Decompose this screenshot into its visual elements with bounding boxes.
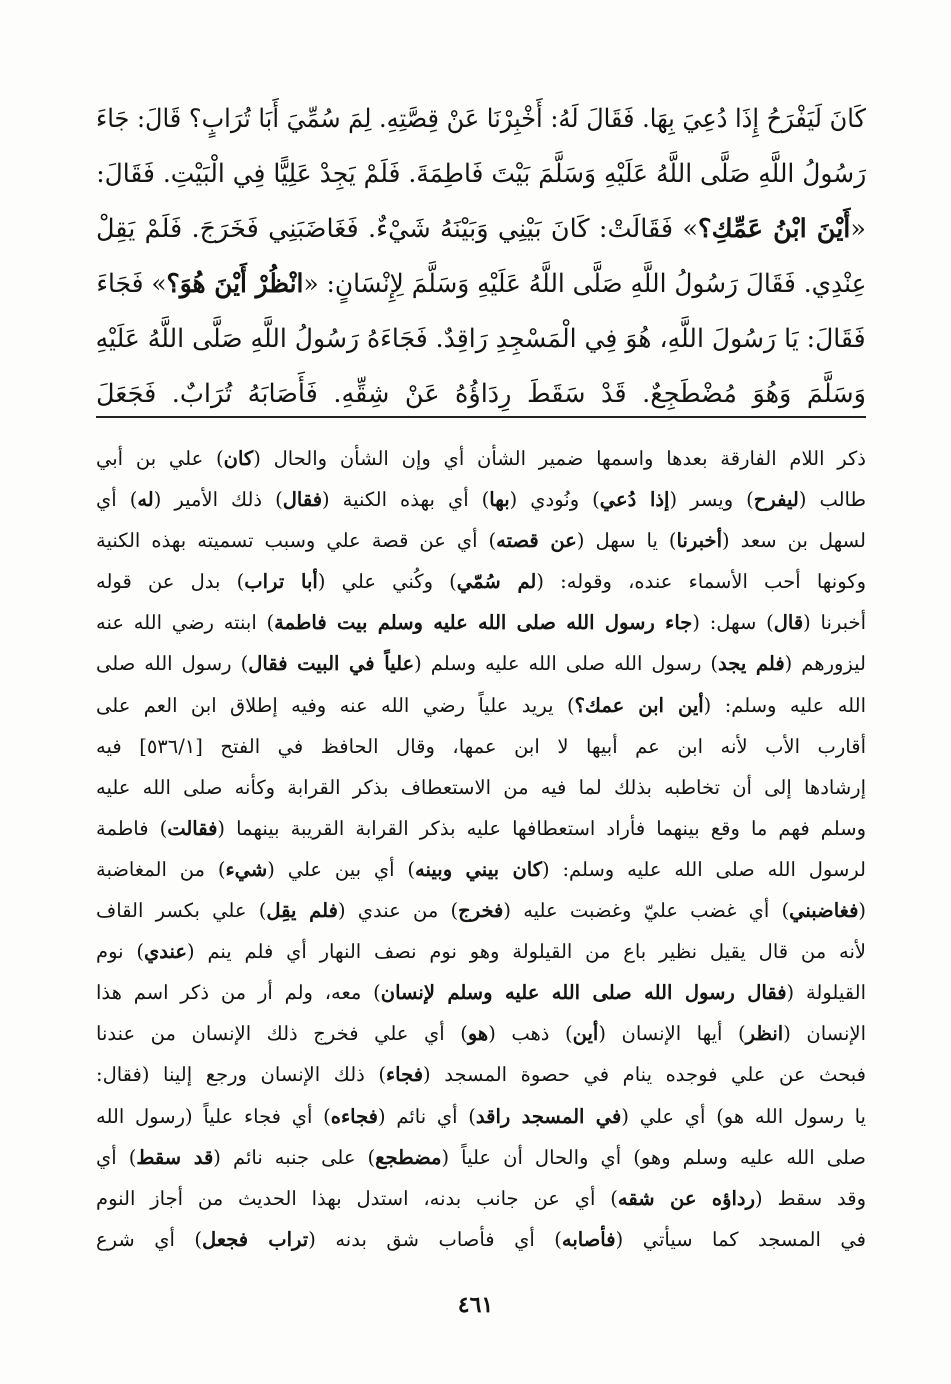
commentary-line: في المسجد كما سيأتي (فأصابه) أي فأصاب شق بدنه (تراب فجعل) أي شرع [96,1227,866,1251]
commentary-line: يا رسول الله هو) أي علي (في المسجد راقد) أي نائم (فجاءه) أي فجاء علياً (رسول الله [96,1104,866,1128]
commentary-line: لسهل بن سعد (أخبرنا) يا سهل (عن قصته) أي عن قصة علي وسبب تسميته بهذه الكنية [96,529,866,553]
commentary-text [96,438,866,1260]
commentary-line: إرشادها إلى أن تخاطبه بذلك لما فيه من الاستعطاف بذكر القرابة وكأنه صلى الله عليه [96,775,866,799]
hadith-line: وَسَلَّمَ وَهُوَ مُضْطَجِعٌ. قَدْ سَقَطَ رِدَاؤُهُ عَنْ شِقِّهِ. فَأَصَابَهُ تُرَابٌ. فَجَعَلَ [96,379,866,409]
hadith-line: رَسُولُ اللَّهِ صَلَّى اللَّهُ عَلَيْهِ وَسَلَّمَ بَيْتَ فَاطِمَةَ. فَلَمْ يَجِدْ عَلِيًّا فِي الْبَيْتِ. فَقَالَ: [96,159,866,189]
commentary-line: الإنسان (انظر) أيها الإنسان (أين) ذهب (هو) أي علي فخرج ذلك الإنسان من عندنا [96,1022,866,1046]
hadith-text [96,92,866,422]
hadith-line: عِنْدِي. فَقَالَ رَسُولُ اللَّهِ صَلَّى اللَّهُ عَلَيْهِ وَسَلَّمَ لِإِنْسَانٍ: «انْظُرْ أَيْنَ هُوَ؟» فَجَاءَ [96,269,866,299]
footnote-divider [96,416,866,418]
commentary-line: (فغاضبني) أي غضب عليّ وغضبت عليه (فخرج) من عندي (فلم يقِل) علي بكسر القاف [96,899,866,923]
page-number: ٤٦١ [457,1292,494,1318]
commentary-line: وكونها أحب الأسماء عنده، وقوله: (لم سُمّي) وكُني علي (أبا تراب) بدل عن قوله [96,570,866,594]
commentary-line: الله عليه وسلم: (أين ابن عمك؟) يريد علياً رضي الله عنه وفيه إطلاق ابن العم على [96,693,866,717]
commentary-line: ذكر اللام الفارقة بعدها واسمها ضمير الشأن أي وإن الشأن والحال (كان) علي بن أبي [96,447,866,470]
commentary-line: ليزورهم (فلم يجد) رسول الله صلى الله عليه وسلم (علياً في البيت فقال) رسول الله صلى [96,652,866,676]
hadith-line: كَانَ لَيَفْرَحُ إِذَا دُعِيَ بِهَا. فَقَالَ لَهُ: أَخْبِرْنَا عَنْ قِصَّتِهِ. لِمَ سُمِّيَ أَبَا تُرَابٍ؟ قَالَ: جَاءَ [96,104,866,134]
commentary-line: وسلم فهم ما وقع بينهما فأراد استعطافها عليه بذكر القرابة القريبة بينهما (فقالت) فاطمة [96,816,866,840]
commentary-line: لأنه من قال يقيل نظير باع من القيلولة وهو نوم نصف النهار أي فلم ينم (عندي) نوم [96,940,866,964]
hadith-line: «أَيْنَ ابْنُ عَمِّكِ؟» فَقَالَتْ: كَانَ بَيْنِي وَبَيْنَهُ شَيْءٌ. فَغَاضَبَنِي فَخَرَجَ. فَلَمْ يَقِلْ [96,214,866,244]
hadith-line: فَقَالَ: يَا رَسُولَ اللَّهِ، هُوَ فِي الْمَسْجِدِ رَاقِدٌ. فَجَاءَهُ رَسُولُ اللَّهِ صَلَّى اللَّهُ عَلَيْهِ [96,324,866,354]
commentary-line: صلى الله عليه وسلم وهو) أي والحال أن علياً (مضطجع) على جنبه نائم (قد سقط) أي [96,1145,866,1169]
commentary-line: أقارب الأب لأنه ابن عم أبيها لا ابن عمها، وقال الحافظ في الفتح [٥٣٦/١] فيه [96,734,866,758]
commentary-line: لرسول الله صلى الله عليه وسلم: (كان بيني وبينه) أي بين علي (شيء) من المغاضبة [96,857,866,881]
commentary-line: فبحث عن علي فوجده ينام في حصوة المسجد (فجاء) ذلك الإنسان ورجع إلينا (فقال: [96,1063,866,1087]
commentary-line: أخبرنا (قال) سهل: (جاء رسول الله صلى الله عليه وسلم بيت فاطمة) ابنته رضي الله عنه [96,611,866,635]
commentary-line: وقد سقط (رداؤه عن شقه) أي عن جانب بدنه، استدل بهذا الحديث من أجاز النوم [96,1186,866,1210]
commentary-line: القيلولة (فقال رسول الله صلى الله عليه وسلم لإنسان) معه، ولم أر من ذكر اسم هذا [96,981,866,1005]
commentary-line: طالب (ليفرح) ويسر (إذا دُعي) ونُودي (بها) أي بهذه الكنية (فقال) ذلك الأمير (له) أي [96,488,866,512]
